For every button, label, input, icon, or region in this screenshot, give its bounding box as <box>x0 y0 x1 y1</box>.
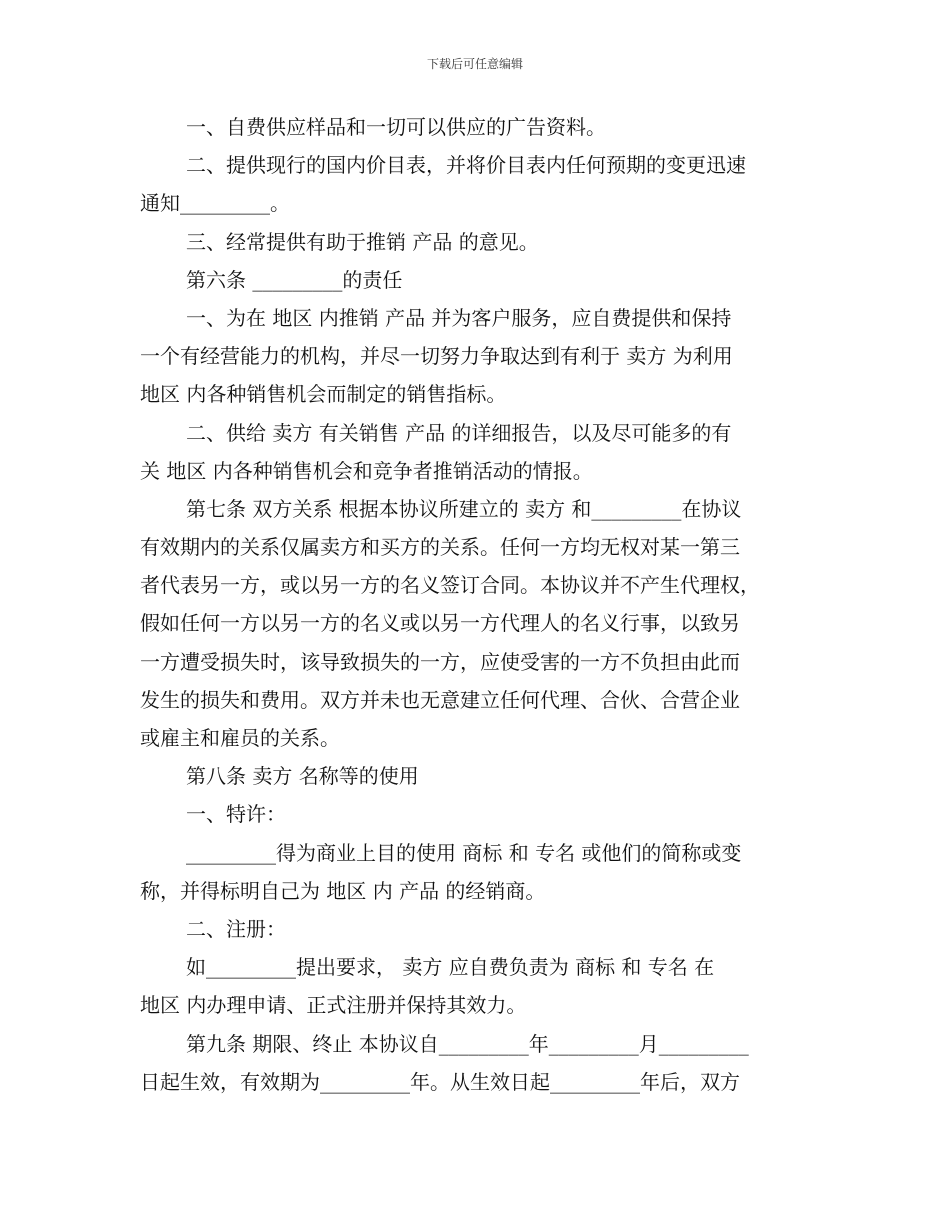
text-line: 或雇主和雇员的关系。 <box>140 726 340 750</box>
text-line: 一方遭受损失时，该导致损失的一方，应使受害的一方不负担由此而 <box>140 649 740 674</box>
text-line: 关 地区 内各种销售机会和竞争者推销活动的情报。 <box>140 458 593 483</box>
text-line: 一、特许： <box>186 802 286 827</box>
text-line: 如_________提出要求， 卖方 应自费负责为 商标 和 专名 在 <box>186 955 715 980</box>
text-line: 一、为在 地区 内推销 产品 并为客户服务，应自费提供和保持 <box>186 305 732 330</box>
text-line: 者代表另一方，或以另一方的名义签订合同。本协议并不产生代理权， <box>140 573 760 598</box>
text-line: 通知_________。 <box>140 191 290 216</box>
section-heading: 第九条 期限、终止 本协议自_________年_________月_________ <box>186 1031 749 1056</box>
text-line: 三、经常提供有助于推销 产品 的意见。 <box>186 229 539 254</box>
text-line: 地区 内各种销售机会而制定的销售指标。 <box>140 382 507 407</box>
section-heading: 第八条 卖方 名称等的使用 <box>186 764 419 789</box>
text-line: 二、供给 卖方 有关销售 产品 的详细报告，以及尽可能多的有 <box>186 420 732 445</box>
text-line: 假如任何一方以另一方的名义或以另一方代理人的名义行事，以致另 <box>140 611 740 636</box>
document-body <box>140 108 810 1101</box>
text-line: 日起生效，有效期为_________年。从生效日起_________年后，双方 <box>140 1069 740 1094</box>
page-header: 下载后可任意编辑 <box>426 57 523 71</box>
text-line: 一个有经营能力的机构，并尽一切努力争取达到有利于 卖方 为利用 <box>140 344 733 369</box>
text-line: 地区 内办理申请、正式注册并保持其效力。 <box>140 993 527 1018</box>
text-line: _________得为商业上目的使用 商标 和 专名 或他们的简称或变 <box>186 840 742 865</box>
text-line: 有效期内的关系仅属卖方和买方的关系。任何一方均无权对某一第三 <box>140 535 740 560</box>
text-line: 二、提供现行的国内价目表，并将价目表内任何预期的变更迅速 <box>186 153 746 178</box>
section-heading: 第六条 _________的责任 <box>186 267 403 292</box>
section-heading: 第七条 双方关系 根据本协议所建立的 卖方 和_________在协议 <box>186 496 742 521</box>
text-line: 称，并得标明自己为 地区 内 产品 的经销商。 <box>140 878 546 903</box>
text-line: 发生的损失和费用。双方并未也无意建立任何代理、合伙、合营企业 <box>140 687 740 712</box>
text-line: 一、自费供应样品和一切可以供应的广告资料。 <box>186 115 606 139</box>
text-line: 二、注册： <box>186 916 286 941</box>
